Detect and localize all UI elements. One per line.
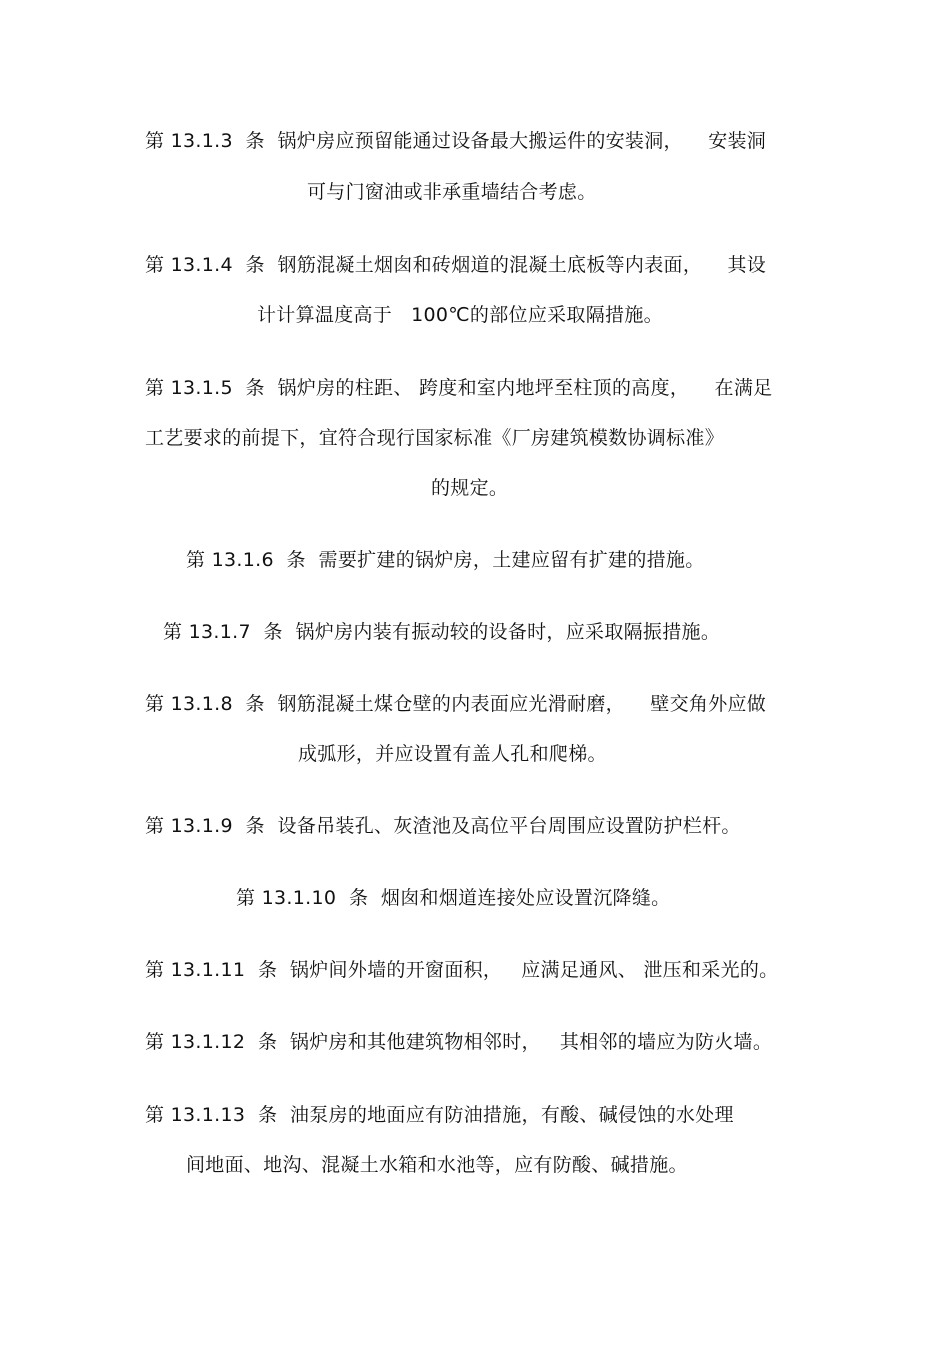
clause-13-1-13-line-1: 第 13.1.13 条 油泵房的地面应有防油措施，有酸、碱侵蚀的水处理 [145, 1104, 734, 1126]
clause-13-1-12: 第 13.1.12 条 锅炉房和其他建筑物相邻时， 其相邻的墙应为防火墙。 [145, 1031, 773, 1053]
clause-13-1-5-line-1: 第 13.1.5 条 锅炉房的柱距、 跨度和室内地坪至柱顶的高度， 在满足 [145, 377, 773, 399]
clause-13-1-3-line-2: 可与门窗油或非承重墙结合考虑。 [307, 181, 597, 203]
clause-13-1-4-line-1: 第 13.1.4 条 钢筋混凝土烟囱和砖烟道的混凝土底板等内表面， 其设 [145, 254, 767, 276]
clause-13-1-13-line-2: 间地面、地沟、混凝土水箱和水池等，应有防酸、碱措施。 [186, 1154, 688, 1176]
clause-13-1-7: 第 13.1.7 条 锅炉房内装有振动较的设备时，应采取隔振措施。 [163, 621, 721, 643]
clause-13-1-4-line-2: 计计算温度高于 100℃的部位应采取隔措施。 [257, 304, 663, 326]
clause-13-1-5-line-2: 工艺要求的前提下，宜符合现行国家标准《厂房建筑模数协调标准》 [145, 427, 725, 449]
clause-13-1-6: 第 13.1.6 条 需要扩建的锅炉房，土建应留有扩建的措施。 [186, 549, 705, 571]
clause-13-1-3-line-1: 第 13.1.3 条 锅炉房应预留能通过设备最大搬运件的安装洞， 安装洞 [145, 130, 767, 152]
clause-13-1-10: 第 13.1.10 条 烟囱和烟道连接处应设置沉降缝。 [236, 887, 671, 909]
clause-13-1-5-line-3: 的规定。 [431, 477, 509, 499]
clause-13-1-8-line-1: 第 13.1.8 条 钢筋混凝土煤仓壁的内表面应光滑耐磨， 壁交角外应做 [145, 693, 767, 715]
clause-13-1-8-line-2: 成弧形，并应设置有盖人孔和爬梯。 [298, 743, 607, 765]
clause-13-1-9: 第 13.1.9 条 设备吊装孔、灰渣池及高位平台周围应设置防护栏杆。 [145, 815, 741, 837]
clause-13-1-11: 第 13.1.11 条 锅炉间外墙的开窗面积， 应满足通风、 泄压和采光的。 [145, 959, 779, 981]
